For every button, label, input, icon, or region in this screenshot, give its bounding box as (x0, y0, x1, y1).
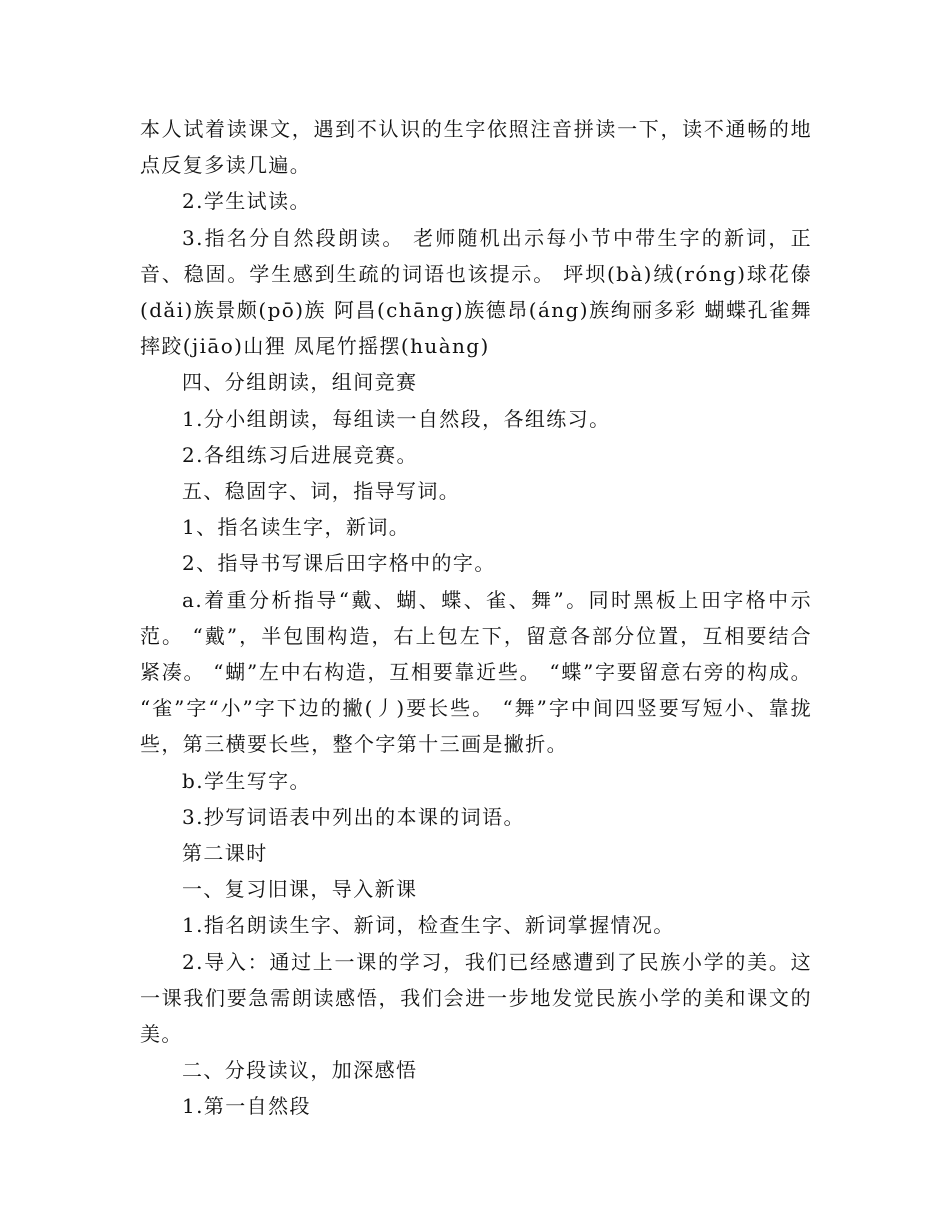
section-heading: 四、分组朗读，组间竞赛 (182, 370, 418, 395)
paragraph: 2.学生试读。 (182, 189, 311, 214)
section-heading: 二、分段读议，加深感悟 (182, 1058, 418, 1083)
paragraph: 3.指名分自然段朗读。 老师随机出示每小节中带生字的新词，正音、稳固。学生感到生疏的词语也该提示。 坪坝(bà)绒(róng)球花傣(dǎi)族景颇(pō)族 阿昌(chāng)族德昂(áng)族绚丽多彩 蝴蝶孔雀舞摔跤(jiāo)山狸 凤尾竹摇摆(huàng) (140, 225, 812, 359)
paragraph: 2.导入：通过上一课的学习，我们已经感遭到了民族小学的美。这一课我们要急需朗读感悟，我们会进一步地发觉民族小学的美和课文的美。 (140, 949, 812, 1047)
document-body (140, 111, 812, 1125)
paragraph: 1.分小组朗读，每组读一自然段，各组练习。 (182, 406, 611, 431)
paragraph: 1.第一自然段 (182, 1094, 311, 1119)
section-heading: 五、稳固字、词，指导写词。 (182, 479, 461, 504)
section-heading: 一、复习旧课，导入新课 (182, 877, 418, 902)
paragraph: 3.抄写词语表中列出的本课的词语。 (182, 804, 525, 829)
lesson-heading: 第二课时 (182, 841, 268, 866)
paragraph: b.学生写字。 (182, 768, 311, 793)
paragraph: 2、指导书写课后田字格中的字。 (182, 551, 496, 576)
paragraph: 2.各组练习后进展竞赛。 (182, 442, 418, 467)
paragraph: 1.指名朗读生字、新词，检查生字、新词掌握情况。 (182, 913, 675, 938)
paragraph: 本人试着读课文，遇到不认识的生字依照注音拼读一下，读不通畅的地点反复多读几遍。 (140, 117, 812, 178)
paragraph: 1、指名读生字，新词。 (182, 515, 411, 540)
paragraph: a.着重分析指导“戴、蝴、蝶、雀、舞”。同时黑板上田字格中示范。 “戴”，半包围构造，右上包左下，留意各部分位置，互相要结合紧凑。 “蝴”左中右构造，互相要靠近些。 “蝶”字要留意右旁的构成。 “雀”字“小”字下边的撇(丿)要长些。 “舞”字中间四竖要写短小、靠拢些，第三横要长些，整个字第十三画是撇折。 (140, 587, 812, 757)
